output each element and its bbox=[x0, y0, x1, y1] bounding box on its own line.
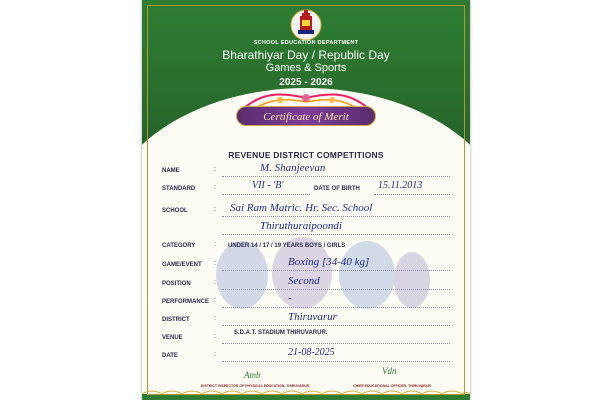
decorative-border-icon bbox=[142, 388, 470, 400]
certificate bbox=[142, 0, 470, 400]
dob-label: DATE OF BIRTH bbox=[314, 186, 360, 192]
venue-value: S.D.A.T. STADIUM THIRUVARUR. bbox=[234, 330, 328, 336]
department-name: SCHOOL EDUCATION DEPARTMENT bbox=[253, 40, 359, 46]
school-rule-1 bbox=[222, 216, 450, 217]
performance-colon: : bbox=[214, 297, 216, 304]
standard-colon: : bbox=[214, 184, 216, 191]
competition-level: REVENUE DISTRICT COMPETITIONS bbox=[228, 150, 384, 160]
district-colon: : bbox=[214, 315, 216, 322]
dob-rule bbox=[374, 194, 450, 195]
category-label: CATEGORY bbox=[162, 243, 196, 249]
date-value: 21-08-2025 bbox=[288, 347, 335, 358]
game-event-rule bbox=[222, 270, 450, 271]
position-label: POSITION bbox=[162, 281, 191, 287]
district-rule bbox=[222, 325, 450, 326]
date-colon: : bbox=[214, 351, 216, 358]
event-title-line2: Games & Sports bbox=[265, 62, 347, 74]
performance-value: - bbox=[288, 292, 292, 304]
position-colon: : bbox=[214, 279, 216, 286]
name-label: NAME bbox=[162, 168, 180, 174]
game-event-label: GAME/EVENT bbox=[162, 262, 202, 268]
position-value: Second bbox=[288, 275, 320, 287]
category-value: UNDER 14 / 17 / 19 YEARS BOYS / GIRLS bbox=[228, 243, 346, 249]
left-signature: Amb bbox=[244, 370, 261, 380]
game-event-colon: : bbox=[214, 260, 216, 267]
date-label: DATE bbox=[162, 353, 178, 359]
date-rule bbox=[222, 361, 450, 362]
academic-year: 2025 - 2026 bbox=[279, 77, 333, 88]
district-value: Thiruvarur bbox=[288, 311, 337, 323]
performance-label: PERFORMANCE bbox=[162, 299, 210, 305]
tamil-nadu-emblem-icon bbox=[290, 8, 322, 42]
right-signature: Vdn bbox=[382, 366, 397, 376]
performance-rule bbox=[222, 307, 450, 308]
game-event-value: Boxing [34-40 kg] bbox=[288, 256, 370, 268]
venue-colon: : bbox=[214, 333, 216, 340]
standard-rule bbox=[222, 194, 310, 195]
category-colon: : bbox=[214, 241, 216, 248]
school-rule-2 bbox=[222, 234, 450, 235]
district-label: DISTRICT bbox=[162, 317, 190, 323]
school-value-line1: Sai Ram Matric. Hr. Sec. School bbox=[230, 202, 373, 214]
school-label: SCHOOL bbox=[162, 208, 188, 214]
standard-value: VII - 'B' bbox=[252, 180, 284, 191]
school-value-line2: Thiruthuraipoondi bbox=[260, 220, 342, 232]
school-colon: : bbox=[214, 206, 216, 213]
venue-rule bbox=[222, 343, 450, 344]
name-value: M. Shanjeevan bbox=[260, 162, 326, 174]
dob-value: 15.11.2013 bbox=[378, 180, 423, 191]
left-officer-title: DISTRICT INSPECTOR OF PHYSICAL EDUCATION, THIRUVARUR bbox=[200, 384, 310, 388]
standard-label: STANDARD bbox=[162, 186, 196, 192]
name-rule bbox=[222, 176, 450, 177]
event-title-line1: Bharathiyar Day / Republic Day bbox=[222, 48, 390, 62]
name-colon: : bbox=[214, 166, 216, 173]
certificate-of-merit-badge: Certificate of Merit bbox=[236, 106, 376, 126]
right-officer-title: CHIEF EDUCATIONAL OFFICER, THIRUVARUR bbox=[353, 384, 431, 388]
position-rule bbox=[222, 289, 450, 290]
venue-label: VENUE bbox=[162, 335, 183, 341]
